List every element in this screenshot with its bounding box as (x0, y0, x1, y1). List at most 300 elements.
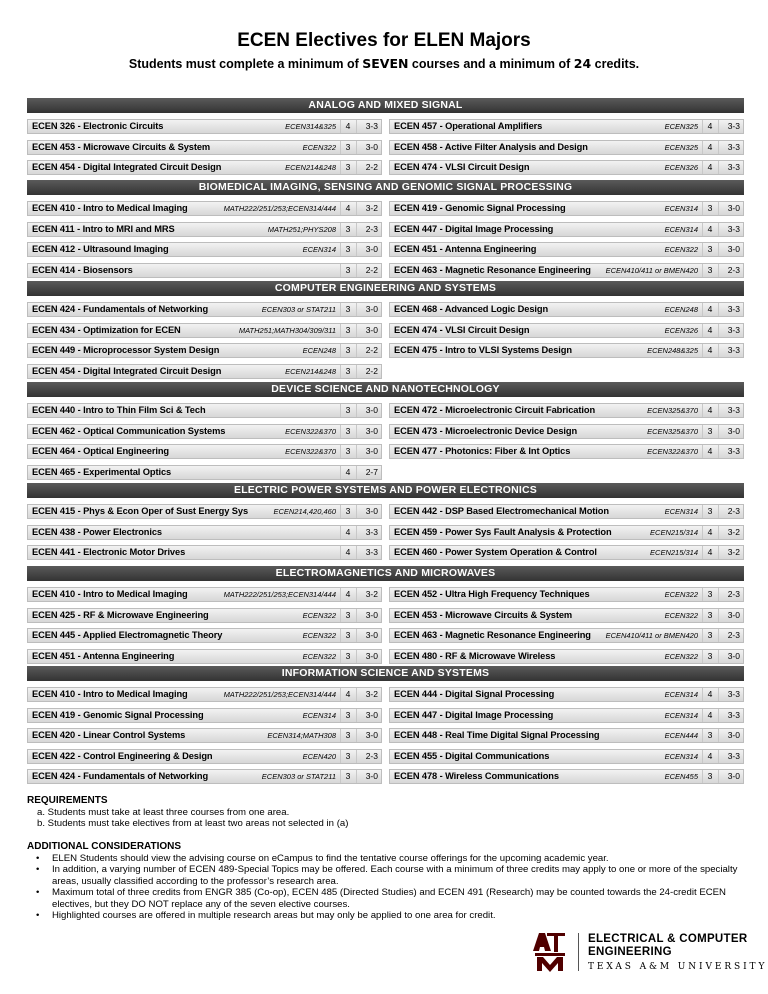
additional-item-text: ELEN Students should view the advising course on eCampus to find the tentative course offerings for the upcoming academic year. (52, 852, 609, 864)
course-name: ECEN 419 - Genomic Signal Processing (394, 203, 566, 213)
course-name: ECEN 452 - Ultra High Frequency Techniques (394, 589, 590, 599)
course-name: ECEN 434 - Optimization for ECEN (32, 324, 181, 335)
atm-logo-icon (531, 931, 569, 973)
course-prereq: ECEN322 (302, 610, 336, 620)
course-row (27, 525, 382, 540)
subtitle-credit-count: 24 (573, 56, 592, 71)
course-row (27, 708, 382, 723)
course-row (27, 608, 382, 623)
course-credits: 3 (707, 425, 713, 436)
cell-divider (356, 688, 357, 701)
course-grid (27, 498, 744, 566)
course-name: ECEN 464 - Optical Engineering (32, 446, 170, 456)
section-header: BIOMEDICAL IMAGING, SENSING AND GENOMIC SIGNAL PROCESSING (27, 180, 744, 195)
additional-item-text: Maximum total of three credits from ENGR 385 (Co-op), ECEN 485 (Directed Studies) and ECEN 491 (Research) may be counted towards the 24-credit ECEN electives, but they DO NOT replace any of the seven elective courses. (52, 887, 726, 910)
course-row (27, 769, 382, 784)
course-prereq: ECEN322 (664, 590, 698, 599)
course-lecture-lab: 3-3 (365, 547, 378, 557)
course-lecture-lab: 3-3 (727, 709, 740, 720)
course-row (389, 160, 744, 175)
course-prereq: ECEN215/314 (650, 527, 698, 537)
course-lecture-lab: 3-3 (727, 162, 740, 172)
course-credits: 4 (707, 547, 713, 557)
course-row (389, 749, 744, 764)
course-row (389, 242, 744, 257)
cell-divider (702, 303, 703, 316)
course-row (27, 687, 382, 702)
course-name: ECEN 474 - VLSI Circuit Design (394, 162, 530, 172)
course-name: ECEN 410 - Intro to Medical Imaging (32, 589, 188, 599)
course-row (27, 545, 382, 560)
course-row (27, 424, 382, 439)
course-name: ECEN 463 - Magnetic Resonance Engineering (394, 630, 591, 640)
course-name: ECEN 420 - Linear Control Systems (32, 730, 186, 740)
subtitle-part1: Students must complete a minimum of (128, 57, 363, 71)
cell-divider (718, 141, 719, 154)
cell-divider (356, 404, 357, 417)
course-credits: 3 (345, 730, 351, 740)
cell-divider (718, 588, 719, 601)
course-grid (27, 195, 744, 283)
course-credits: 4 (345, 526, 351, 537)
course-prereq: ECEN325&370 (647, 406, 698, 415)
course-grid (27, 113, 744, 181)
cell-divider (702, 344, 703, 357)
course-name: ECEN 451 - Antenna Engineering (32, 650, 175, 661)
cell-divider (718, 650, 719, 663)
course-name: ECEN 474 - VLSI Circuit Design (394, 324, 530, 335)
cell-divider (356, 303, 357, 316)
course-credits: 3 (707, 203, 713, 213)
cell-divider (718, 202, 719, 215)
course-credits: 3 (345, 609, 351, 620)
cell-divider (702, 425, 703, 438)
course-prereq: MATH251;PHYS208 (267, 224, 336, 234)
course-lecture-lab: 3-3 (727, 223, 740, 234)
cell-divider (718, 505, 719, 518)
cell-divider (340, 365, 341, 378)
course-name: ECEN 454 - Digital Integrated Circuit Design (32, 162, 222, 172)
course-name: ECEN 472 - Microelectronic Circuit Fabrication (394, 405, 596, 415)
course-lecture-lab: 3-3 (727, 750, 740, 761)
cell-divider (702, 729, 703, 742)
cell-divider (702, 161, 703, 174)
course-prereq: ECEN325 (664, 122, 698, 131)
cell-divider (340, 324, 341, 337)
course-row (389, 343, 744, 358)
course-credits: 3 (345, 709, 351, 720)
cell-divider (718, 546, 719, 559)
elective-area-section (27, 98, 744, 181)
cell-divider (702, 264, 703, 277)
cell-divider (340, 404, 341, 417)
cell-divider (340, 445, 341, 458)
course-lecture-lab: 3-0 (365, 730, 378, 740)
course-lecture-lab: 3-0 (727, 771, 740, 781)
course-prereq: ECEN214&248 (285, 366, 336, 376)
cell-divider (702, 120, 703, 133)
course-row (389, 504, 744, 519)
elective-area-section (27, 382, 744, 485)
course-name: ECEN 463 - Magnetic Resonance Engineering (394, 264, 591, 275)
course-name: ECEN 419 - Genomic Signal Processing (32, 709, 204, 720)
course-prereq: MATH222/251/253;ECEN314/444 (223, 690, 336, 699)
course-lecture-lab: 3-3 (727, 405, 740, 415)
section-header: ELECTRIC POWER SYSTEMS AND POWER ELECTRONICS (27, 483, 744, 498)
cell-divider (356, 161, 357, 174)
course-lecture-lab: 3-0 (365, 141, 378, 152)
course-row (27, 728, 382, 743)
course-lecture-lab: 3-2 (727, 547, 740, 557)
cell-divider (356, 466, 357, 479)
course-name: ECEN 475 - Intro to VLSI Systems Design (394, 345, 572, 355)
cell-divider (718, 770, 719, 783)
course-name: ECEN 454 - Digital Integrated Circuit Design (32, 365, 222, 376)
course-prereq: ECEN303 or STAT211 (261, 305, 336, 314)
cell-divider (702, 709, 703, 722)
course-credits: 3 (707, 244, 713, 254)
course-credits: 3 (707, 506, 713, 516)
elective-area-section (27, 666, 744, 790)
course-prereq: ECEN322 (664, 610, 698, 620)
cell-divider (340, 223, 341, 236)
course-lecture-lab: 3-0 (727, 425, 740, 436)
cell-divider (356, 650, 357, 663)
course-credits: 3 (707, 650, 713, 661)
cell-divider (356, 629, 357, 642)
course-name: ECEN 438 - Power Electronics (32, 526, 162, 537)
course-row (27, 628, 382, 643)
course-lecture-lab: 3-0 (727, 244, 740, 254)
course-prereq: ECEN410/411 or BMEN420 (605, 631, 698, 640)
course-name: ECEN 410 - Intro to Medical Imaging (32, 689, 188, 699)
course-credits: 3 (345, 425, 351, 436)
course-row (389, 628, 744, 643)
course-name: ECEN 447 - Digital Image Processing (394, 223, 554, 234)
cell-divider (340, 466, 341, 479)
cell-divider (356, 223, 357, 236)
course-row (27, 201, 382, 216)
additional-item-text: Highlighted courses are offered in multiple research areas but may only be applied to one area for credit. (52, 910, 496, 921)
bullet-icon: • (36, 887, 40, 898)
cell-divider (718, 264, 719, 277)
course-credits: 3 (345, 244, 351, 254)
course-prereq: ECEN214,420,460 (273, 507, 336, 516)
course-credits: 3 (345, 771, 351, 781)
course-prereq: ECEN314 (664, 751, 698, 761)
course-credits: 3 (345, 506, 351, 516)
course-name: ECEN 441 - Electronic Motor Drives (32, 547, 186, 557)
cell-divider (718, 303, 719, 316)
course-credits: 4 (707, 526, 713, 537)
cell-divider (340, 141, 341, 154)
bullet-icon: • (36, 852, 40, 864)
section-header: INFORMATION SCIENCE AND SYSTEMS (27, 666, 744, 681)
course-prereq: ECEN314&325 (285, 122, 336, 131)
additional-item-text: In addition, a varying number of ECEN 489-Special Topics may be offered. Each course with a minimum of three credits may apply to one or more of the specialty areas, usually classified according to the professor’s research area. (52, 864, 738, 887)
course-name: ECEN 415 - Phys & Econ Oper of Sust Energy Sys (32, 506, 249, 516)
course-lecture-lab: 3-0 (365, 506, 378, 516)
course-row (389, 769, 744, 784)
course-prereq: ECEN325&370 (647, 426, 698, 436)
cell-divider (356, 770, 357, 783)
elective-area-section (27, 483, 744, 566)
course-credits: 3 (345, 405, 351, 415)
course-credits: 4 (707, 324, 713, 335)
course-name: ECEN 473 - Microelectronic Device Design (394, 425, 578, 436)
course-row (389, 608, 744, 623)
course-credits: 4 (345, 547, 351, 557)
course-lecture-lab: 2-7 (365, 466, 378, 477)
course-lecture-lab: 3-0 (365, 446, 378, 456)
course-prereq: ECEN326 (664, 325, 698, 335)
cell-divider (356, 729, 357, 742)
department-logo (531, 929, 768, 979)
course-prereq: ECEN314 (664, 507, 698, 516)
course-name: ECEN 468 - Advanced Logic Design (394, 304, 549, 314)
course-name: ECEN 455 - Digital Communications (394, 750, 550, 761)
course-prereq: ECEN248&325 (647, 346, 698, 355)
course-prereq: ECEN314 (664, 710, 698, 720)
course-row (27, 119, 382, 134)
course-credits: 4 (345, 203, 351, 213)
cell-divider (356, 526, 357, 539)
course-name: ECEN 458 - Active Filter Analysis and Design (394, 141, 588, 152)
course-row (27, 403, 382, 418)
course-credits: 3 (345, 446, 351, 456)
course-name: ECEN 451 - Antenna Engineering (394, 244, 537, 254)
requirement-item: b. Students must take electives from at least two areas not selected in (a) (37, 818, 349, 829)
course-name: ECEN 424 - Fundamentals of Networking (32, 304, 209, 314)
course-name: ECEN 442 - DSP Based Electromechanical Motion (394, 506, 609, 516)
course-row (389, 302, 744, 317)
course-name: ECEN 424 - Fundamentals of Networking (32, 771, 209, 781)
course-prereq: ECEN322 (664, 245, 698, 254)
course-credits: 4 (707, 345, 713, 355)
course-credits: 3 (345, 750, 351, 761)
cell-divider (718, 526, 719, 539)
course-prereq: ECEN322&370 (285, 426, 336, 436)
course-lecture-lab: 3-3 (727, 121, 740, 131)
course-lecture-lab: 3-0 (727, 609, 740, 620)
cell-divider (340, 303, 341, 316)
course-credits: 3 (345, 345, 351, 355)
course-prereq: ECEN314 (664, 690, 698, 699)
course-credits: 3 (345, 324, 351, 335)
course-prereq: ECEN326 (664, 163, 698, 172)
course-row (27, 504, 382, 519)
course-row (27, 444, 382, 459)
additional-heading: ADDITIONAL CONSIDERATIONS (27, 841, 182, 852)
course-lecture-lab: 3-3 (727, 141, 740, 152)
additional-item (27, 910, 744, 922)
course-credits: 4 (707, 223, 713, 234)
course-prereq: ECEN322&370 (647, 447, 698, 456)
cell-divider (702, 770, 703, 783)
course-lecture-lab: 3-0 (727, 650, 740, 661)
course-credits: 3 (345, 304, 351, 314)
course-name: ECEN 440 - Intro to Thin Film Sci & Tech (32, 405, 206, 415)
course-name: ECEN 445 - Applied Electromagnetic Theory (32, 630, 223, 640)
course-lecture-lab: 3-0 (365, 630, 378, 640)
cell-divider (356, 120, 357, 133)
additional-considerations (27, 841, 744, 922)
course-prereq: ECEN214&248 (285, 163, 336, 172)
course-credits: 3 (345, 365, 351, 376)
course-credits: 3 (707, 730, 713, 740)
cell-divider (340, 650, 341, 663)
course-name: ECEN 422 - Control Engineering & Design (32, 750, 213, 761)
cell-divider (718, 344, 719, 357)
course-prereq: ECEN314 (302, 710, 336, 720)
section-header: ELECTROMAGNETICS AND MICROWAVES (27, 566, 744, 581)
course-prereq: ECEN215/314 (650, 548, 698, 557)
course-credits: 3 (345, 630, 351, 640)
cell-divider (702, 324, 703, 337)
cell-divider (702, 546, 703, 559)
course-credits: 4 (707, 141, 713, 152)
course-credits: 4 (707, 709, 713, 720)
cell-divider (718, 709, 719, 722)
course-name: ECEN 449 - Microprocessor System Design (32, 345, 220, 355)
course-credits: 4 (345, 121, 351, 131)
course-row (27, 222, 382, 237)
course-lecture-lab: 3-2 (365, 203, 378, 213)
subtitle-part3: credits. (591, 57, 640, 71)
course-name: ECEN 478 - Wireless Communications (394, 771, 559, 781)
course-lecture-lab: 2-2 (365, 345, 378, 355)
cell-divider (340, 629, 341, 642)
course-credits: 4 (707, 750, 713, 761)
course-credits: 3 (707, 589, 713, 599)
cell-divider (340, 609, 341, 622)
cell-divider (702, 445, 703, 458)
course-name: ECEN 480 - RF & Microwave Wireless (394, 650, 556, 661)
cell-divider (718, 629, 719, 642)
course-row (389, 525, 744, 540)
additional-item (27, 887, 744, 910)
cell-divider (718, 425, 719, 438)
course-prereq: ECEN322 (664, 651, 698, 661)
cell-divider (340, 344, 341, 357)
cell-divider (702, 688, 703, 701)
course-lecture-lab: 2-3 (365, 223, 378, 234)
course-name: ECEN 412 - Ultrasound Imaging (32, 244, 169, 254)
course-prereq: ECEN314 (664, 224, 698, 234)
cell-divider (356, 546, 357, 559)
course-credits: 3 (707, 264, 713, 275)
course-credits: 4 (707, 689, 713, 699)
cell-divider (340, 243, 341, 256)
section-header: COMPUTER ENGINEERING AND SYSTEMS (27, 281, 744, 296)
course-lecture-lab: 3-0 (365, 709, 378, 720)
course-lecture-lab: 3-0 (365, 324, 378, 335)
course-credits: 3 (345, 223, 351, 234)
course-grid (27, 397, 744, 485)
course-credits: 4 (707, 162, 713, 172)
course-row (389, 119, 744, 134)
bullet-icon: • (36, 910, 40, 921)
requirements (27, 795, 744, 830)
course-row (389, 263, 744, 278)
course-name: ECEN 411 - Intro to MRI and MRS (32, 223, 175, 234)
cell-divider (702, 223, 703, 236)
course-credits: 4 (345, 689, 351, 699)
cell-divider (340, 770, 341, 783)
course-credits: 3 (345, 650, 351, 661)
cell-divider (356, 609, 357, 622)
cell-divider (356, 505, 357, 518)
subtitle-course-count: SEVEN (362, 56, 409, 71)
cell-divider (356, 141, 357, 154)
course-lecture-lab: 2-3 (727, 589, 740, 599)
course-name: ECEN 460 - Power System Operation & Control (394, 547, 597, 557)
course-prereq: MATH251;MATH304/309/311 (238, 325, 336, 335)
cell-divider (340, 588, 341, 601)
cell-divider (356, 425, 357, 438)
cell-divider (356, 709, 357, 722)
cell-divider (718, 243, 719, 256)
course-row (27, 649, 382, 664)
course-lecture-lab: 3-0 (365, 771, 378, 781)
course-prereq: ECEN322 (302, 142, 336, 152)
cell-divider (340, 425, 341, 438)
course-name: ECEN 477 - Photonics: Fiber & Int Optics (394, 446, 571, 456)
course-prereq: ECEN420 (302, 751, 336, 761)
course-prereq: MATH222/251/253;ECEN314/444 (223, 590, 336, 599)
cell-divider (356, 365, 357, 378)
course-name: ECEN 410 - Intro to Medical Imaging (32, 203, 188, 213)
course-lecture-lab: 3-3 (365, 121, 378, 131)
additional-list (27, 853, 744, 922)
course-lecture-lab: 3-0 (365, 405, 378, 415)
cell-divider (340, 709, 341, 722)
course-grid (27, 581, 744, 669)
course-lecture-lab: 3-0 (727, 203, 740, 213)
course-row (389, 444, 744, 459)
cell-divider (702, 750, 703, 763)
course-row (389, 687, 744, 702)
cell-divider (702, 526, 703, 539)
course-grid (27, 681, 744, 790)
cell-divider (718, 324, 719, 337)
course-name: ECEN 459 - Power Sys Fault Analysis & Protection (394, 526, 612, 537)
course-lecture-lab: 3-0 (365, 650, 378, 661)
cell-divider (340, 264, 341, 277)
course-grid (27, 296, 744, 384)
logo-divider (578, 933, 579, 971)
page-title: ECEN Electives for ELEN Majors (237, 30, 531, 51)
course-lecture-lab: 3-2 (365, 589, 378, 599)
course-row (389, 545, 744, 560)
course-row (389, 728, 744, 743)
course-name: ECEN 425 - RF & Microwave Engineering (32, 609, 209, 620)
course-name: ECEN 453 - Microwave Circuits & System (394, 609, 573, 620)
course-lecture-lab: 3-3 (727, 304, 740, 314)
course-lecture-lab: 3-3 (365, 526, 378, 537)
cell-divider (718, 404, 719, 417)
course-prereq: ECEN455 (664, 772, 698, 781)
course-prereq: ECEN322 (302, 651, 336, 661)
cell-divider (718, 161, 719, 174)
course-prereq: MATH222/251/253;ECEN314/444 (223, 204, 336, 213)
course-name: ECEN 465 - Experimental Optics (32, 466, 172, 477)
cell-divider (340, 526, 341, 539)
cell-divider (340, 161, 341, 174)
course-credits: 3 (707, 609, 713, 620)
course-lecture-lab: 3-0 (365, 304, 378, 314)
cell-divider (340, 750, 341, 763)
